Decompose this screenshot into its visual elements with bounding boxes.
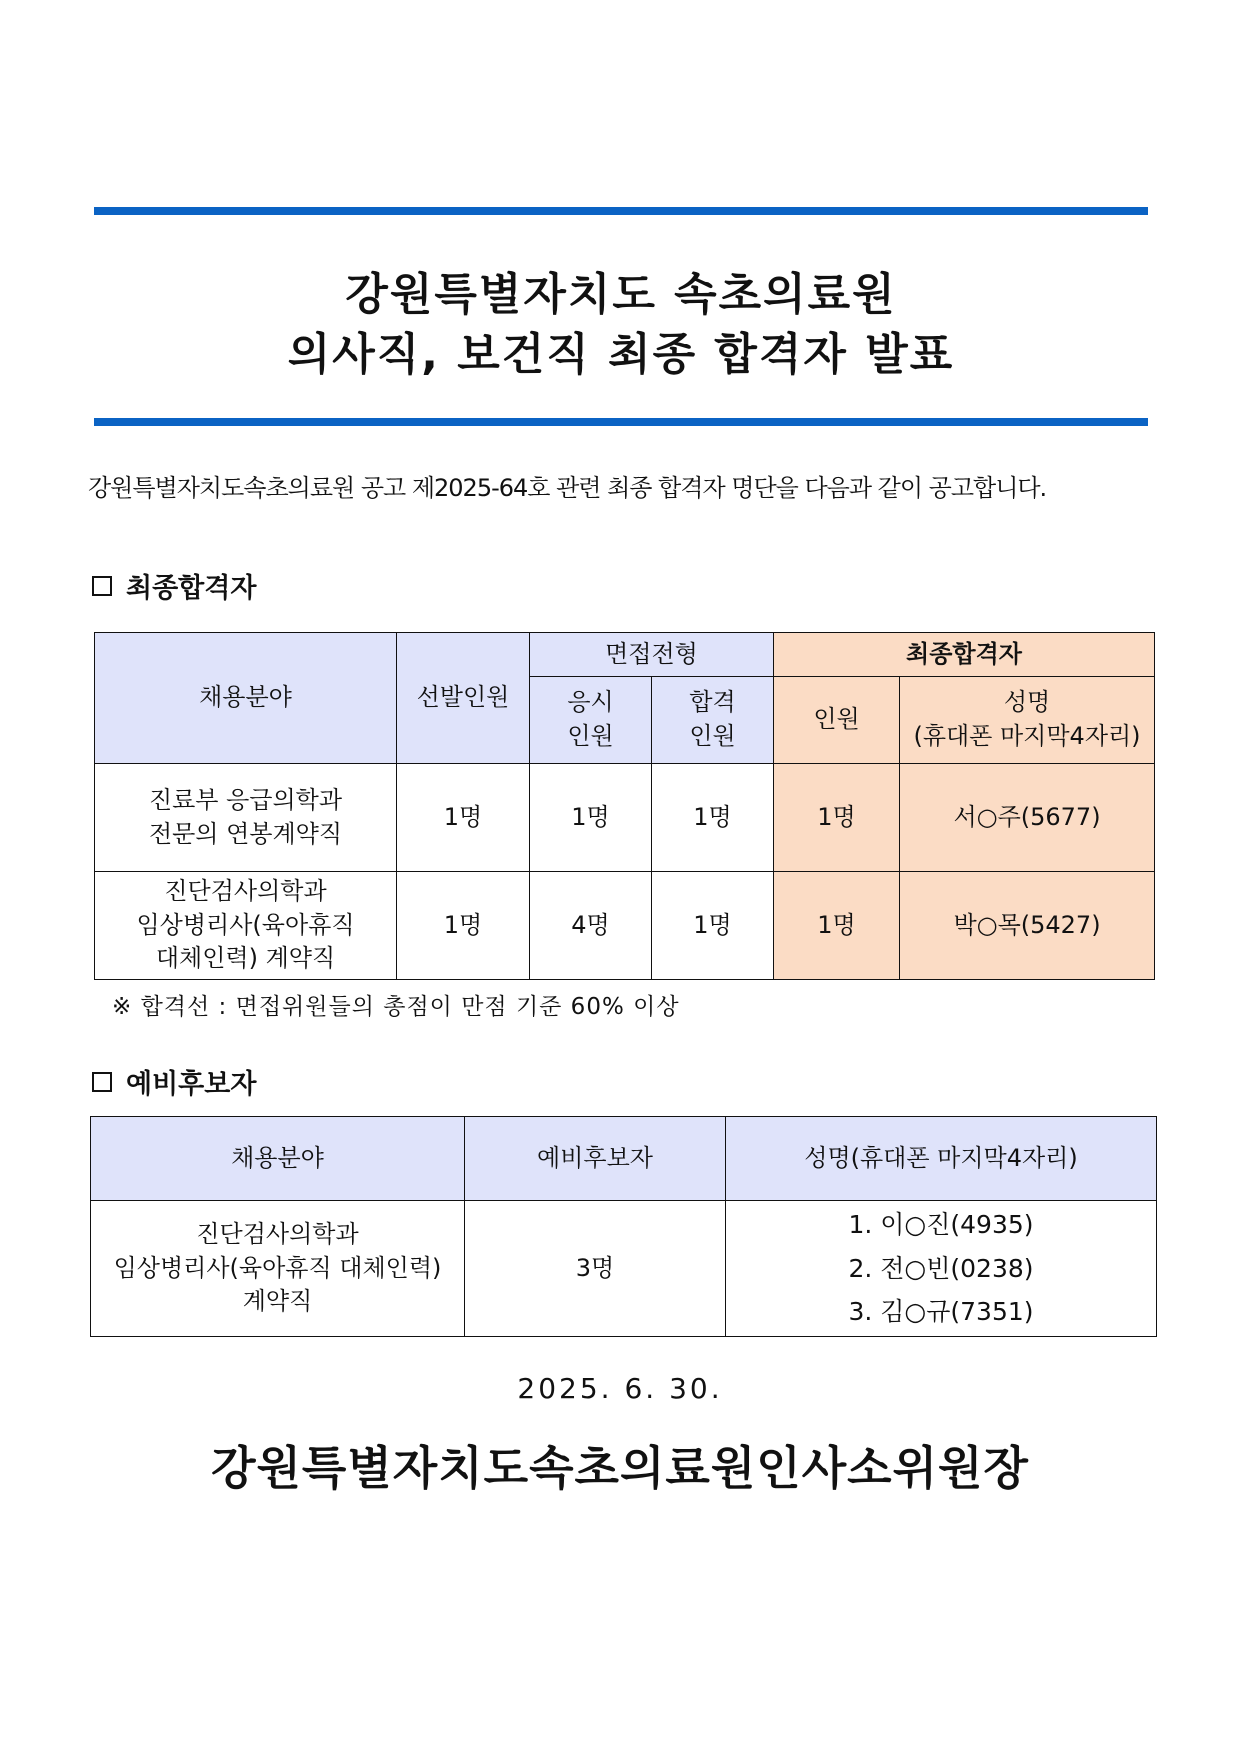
section-final-heading bbox=[92, 566, 256, 605]
list-item: 1. 이○진(4935) bbox=[848, 1209, 1034, 1239]
header-name: 성명 (휴대폰 마지막4자리) bbox=[900, 677, 1155, 764]
row1-quota: 1명 bbox=[397, 764, 530, 872]
reserve-name-list bbox=[848, 1203, 1033, 1334]
row1-applicants: 1명 bbox=[530, 764, 652, 872]
title-line-1: 강원특별자치도 속초의료원 bbox=[345, 269, 897, 320]
header-applicants: 응시 인원 bbox=[530, 677, 652, 764]
section-reserve-label: 예비후보자 bbox=[126, 1069, 257, 1100]
section-reserve-heading bbox=[92, 1062, 256, 1101]
row2-field: 진단검사의학과 임상병리사(육아휴직 대체인력) 계약직 bbox=[95, 872, 397, 980]
header-passed: 합격 인원 bbox=[652, 677, 774, 764]
header-count: 인원 bbox=[774, 677, 900, 764]
reserve-row-field: 진단검사의학과 임상병리사(육아휴직 대체인력) 계약직 bbox=[91, 1201, 465, 1337]
signature: 강원특별자치도속초의료원인사소위원장 bbox=[211, 1441, 1029, 1495]
table-row bbox=[95, 764, 1155, 872]
table-row bbox=[95, 872, 1155, 980]
checkbox-square-icon bbox=[92, 576, 112, 596]
header-field: 채용분야 bbox=[95, 633, 397, 764]
row1-field: 진료부 응급의학과 전문의 연봉계약직 bbox=[95, 764, 397, 872]
row1-passed: 1명 bbox=[652, 764, 774, 872]
reserve-header-count: 예비후보자 bbox=[465, 1117, 726, 1201]
row2-quota: 1명 bbox=[397, 872, 530, 980]
header-interview: 면접전형 bbox=[530, 633, 774, 677]
title-line-2: 의사직, 보건직 최종 합격자 발표 bbox=[287, 329, 955, 380]
reserve-table bbox=[90, 1116, 1157, 1337]
reserve-row-count: 3명 bbox=[465, 1201, 726, 1337]
row2-name: 박○목(5427) bbox=[900, 872, 1155, 980]
list-item: 2. 전○빈(0238) bbox=[848, 1253, 1034, 1283]
row2-applicants: 4명 bbox=[530, 872, 652, 980]
bottom-rule bbox=[94, 418, 1148, 426]
intro-text: 강원특별자치도속초의료원 공고 제2025-64호 관련 최종 합격자 명단을 다음과 같이 공고합니다. bbox=[88, 474, 1047, 502]
announcement-date: 2025. 6. 30. bbox=[517, 1372, 723, 1405]
row2-passed: 1명 bbox=[652, 872, 774, 980]
reserve-header-field: 채용분야 bbox=[91, 1117, 465, 1201]
top-rule bbox=[94, 207, 1148, 215]
pass-line-note: ※ 합격선 : 면접위원들의 총점이 만점 기준 60% 이상 bbox=[112, 994, 680, 1020]
header-quota: 선발인원 bbox=[397, 633, 530, 764]
section-final-label: 최종합격자 bbox=[126, 573, 257, 604]
final-results-table bbox=[94, 632, 1155, 980]
header-final: 최종합격자 bbox=[774, 633, 1155, 677]
row1-name: 서○주(5677) bbox=[900, 764, 1155, 872]
reserve-row-names bbox=[726, 1201, 1157, 1337]
reserve-header-name: 성명(휴대폰 마지막4자리) bbox=[726, 1117, 1157, 1201]
row2-count: 1명 bbox=[774, 872, 900, 980]
checkbox-square-icon bbox=[92, 1072, 112, 1092]
list-item: 3. 김○규(7351) bbox=[848, 1297, 1034, 1327]
row1-count: 1명 bbox=[774, 764, 900, 872]
table-row bbox=[91, 1201, 1157, 1337]
